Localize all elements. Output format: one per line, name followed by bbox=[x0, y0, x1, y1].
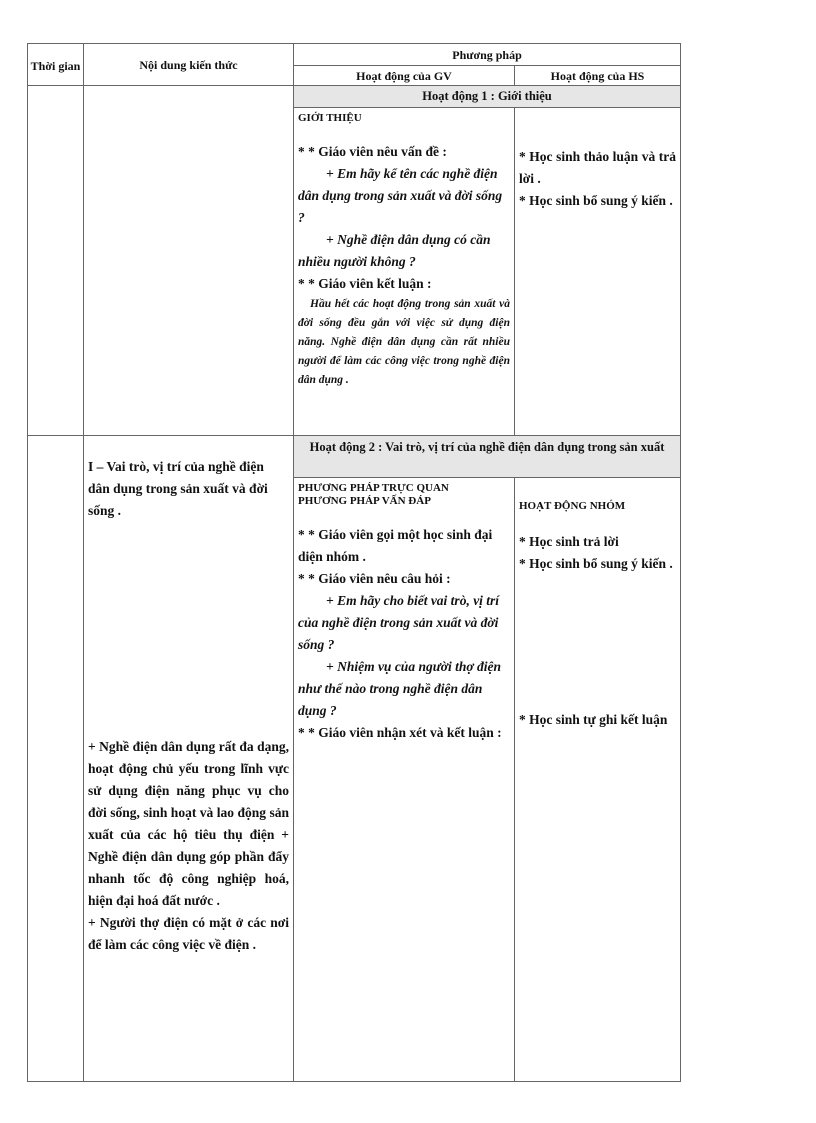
activity2-content-p1: + Nghề điện dân dụng rất đa dạng, hoạt động chủ yếu trong lĩnh vực sử dụng điện năng phục vụ cho đời sống, sinh hoạt và lao động sản xuất của các hộ tiêu thụ điện + Nghề điện dân dụng góp phần đẩy nhanh tốc độ công nghiệp hoá, hiện đại hoá đất nước . bbox=[88, 739, 289, 908]
header-row-1 bbox=[28, 44, 681, 66]
activity2-gv-q1: + Em hãy cho biết vai trò, vị trí của nghề điện trong sản xuất và đời sống ? bbox=[298, 593, 500, 652]
activity2-method-label-1: PHƯƠNG PHÁP TRỰC QUAN bbox=[298, 482, 449, 494]
activity1-gv-line2: * * Giáo viên kết luận : bbox=[298, 276, 432, 291]
activity1-gv-q1: + Em hãy kể tên các nghề điện dân dụng trong sản xuất và đời sống ? bbox=[298, 166, 503, 225]
header-student: Hoạt động của HS bbox=[515, 66, 681, 86]
activity1-title: Hoạt động 1 : Giới thiệu bbox=[294, 86, 681, 108]
activity2-hs-line2: * Học sinh bổ sung ý kiến . bbox=[519, 556, 673, 571]
activity1-hs-line2: * Học sinh bổ sung ý kiến . bbox=[519, 193, 673, 208]
activity2-gv-line2: * * Giáo viên nêu câu hỏi : bbox=[298, 571, 451, 586]
activity2-hs-line1: * Học sinh trả lời bbox=[519, 534, 619, 549]
lesson-plan-table bbox=[27, 43, 681, 1082]
header-content: Nội dung kiến thức bbox=[84, 44, 294, 86]
activity1-hs-line1: * Học sinh thảo luận và trả lời . bbox=[519, 149, 677, 186]
header-method: Phương pháp bbox=[294, 44, 681, 66]
activity1-time-cell bbox=[28, 86, 84, 436]
activity1-gv-line1: * * Giáo viên nêu vấn đề : bbox=[298, 144, 447, 159]
activity1-method-label: GIỚI THIỆU bbox=[298, 112, 362, 124]
activity2-student-cell bbox=[515, 478, 681, 1082]
activity2-hs-label: HOẠT ĐỘNG NHÓM bbox=[519, 500, 626, 512]
activity2-hs-line3: * Học sinh tự ghi kết luận bbox=[519, 712, 668, 727]
activity2-teacher-cell bbox=[294, 478, 515, 1082]
activity1-gv-conclusion: Hầu hết các hoạt động trong sản xuất và đời sống đều gắn với việc sử dụng điện năng. Nghề điện dân dụng cần rất nhiều người để làm các công việc trong nghề điện dân dụng . bbox=[298, 298, 510, 386]
activity2-content-cell bbox=[84, 436, 294, 1082]
activity2-title-row bbox=[28, 436, 681, 478]
activity2-time-cell bbox=[28, 436, 84, 1082]
activity1-student-cell bbox=[515, 108, 681, 436]
activity1-title-row bbox=[28, 86, 681, 108]
activity1-teacher-cell bbox=[294, 108, 515, 436]
header-time: Thời gian bbox=[28, 44, 84, 86]
activity1-gv-q2: + Nghề điện dân dụng có cần nhiều người không ? bbox=[298, 232, 491, 269]
activity2-title: Hoạt động 2 : Vai trò, vị trí của nghề điện dân dụng trong sản xuất bbox=[294, 436, 681, 478]
header-teacher: Hoạt động của GV bbox=[294, 66, 515, 86]
activity2-content-heading: I – Vai trò, vị trí của nghề điện dân dụng trong sản xuất và đời sống . bbox=[88, 459, 268, 518]
activity2-gv-line1: * * Giáo viên gọi một học sinh đại diện nhóm . bbox=[298, 527, 493, 564]
activity2-method-label-2: PHƯƠNG PHÁP VẤN ĐÁP bbox=[298, 495, 431, 507]
activity2-gv-q2: + Nhiệm vụ của người thợ điện như thế nào trong nghề điện dân dụng ? bbox=[298, 659, 502, 718]
activity2-gv-line3: * * Giáo viên nhận xét và kết luận : bbox=[298, 725, 502, 740]
activity1-content-cell bbox=[84, 86, 294, 436]
activity2-content-p2: + Người thợ điện có mặt ở các nơi để làm các công việc về điện . bbox=[88, 915, 289, 952]
